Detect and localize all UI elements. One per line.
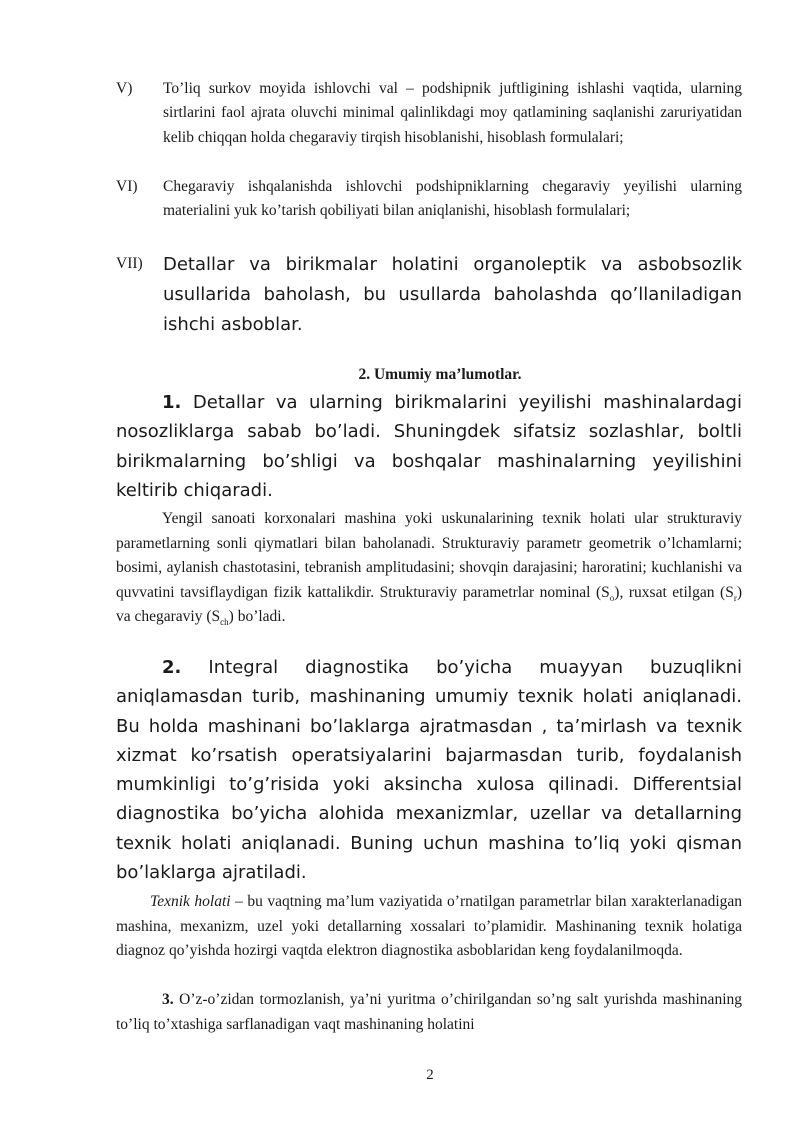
paragraph-text: O’z-o’zidan tormozlanish, ya’ni yuritma o’chirilgandan so’ng salt yurishda mashinaning to’liq to’xtashiga sarflanadigan vaqt mashinaning holatini	[116, 991, 742, 1033]
list-item-text: To’liq surkov moyida ishlovchi val – podshipnik juftligining ishlashi vaqtida, ularning sirtlarini faol ajrata oluvchi minimal qalinlikdagi moy qatlamining saqlanishi zaruriyatidan kelib chiqqan holda chegaraviy tirqish hisoblanishi, hisoblash formulalari;	[163, 80, 742, 146]
paragraph-text: Yengil sanoati korxonalari mashina yoki uskunalarining texnik holati ular strukturaviy parametlarning sonli qiymatlari bilan baholanadi. Strukturaviy parametr geometrik o’lchamlarni; bosimi, aylanish chastotasini, tebranish amplitudasini; shovqin darajasini; haroratini; kuchlanishi va quvvatini tavsiflaydigan fizik kattalikdir. Strukturaviy parametrlar nominal (S	[116, 510, 742, 601]
subscript-allowed: r	[733, 592, 737, 603]
paragraph-text: Integral diagnostika bo’yicha muayyan buzuqlikni aniqlamasdan turib, mashinaning umumiy texnik holati aniqlanadi. Bu holda mashinani bo’laklarga ajratmasdan , ta’mirlash va texnik xizmat ko’rsatish operatsiyalarini bajarmasdan turib, foydalanish mumkinligi to’g’risida yoki aksincha xulosa qilinadi. Differentsial diagnostika bo’yicha alohida mexanizmlar, uzellar va detallarning texnik holati aniqlanadi. Buning uchun mashina to’liq yoki qisman bo’laklarga ajratiladi.	[116, 657, 742, 884]
list-item-v	[116, 77, 742, 150]
paragraph-text-end: ) bo’ladi.	[228, 608, 286, 626]
list-item-vii	[116, 250, 742, 340]
list-marker: VI)	[116, 178, 138, 195]
page-number: 2	[426, 1067, 434, 1083]
paragraph-number: 2.	[162, 657, 182, 678]
paragraph-1	[116, 388, 742, 505]
section-heading: 2. Umumiy ma’lumotlar.	[358, 366, 522, 383]
paragraph-text: Detallar va ularning birikmalarini yeyilishi mashinalardagi nosozliklarga sabab bo’ladi. Shuningdek sifatsiz sozlashlar, boltli birikmalarning bo’shligi va boshqalar mashinalarning yeyilishini keltirib chiqaradi.	[116, 392, 742, 501]
paragraph-text-cont: ) va chegaraviy (S	[116, 583, 742, 626]
paragraph-5	[116, 988, 742, 1037]
paragraph-2	[116, 507, 742, 630]
paragraph-number: 1.	[162, 392, 182, 413]
paragraph-text: – bu vaqtning ma’lum vaziyatida o’rnatilgan parametrlar bilan xarakterlanadigan mashina, mexanizm, uzel yoki detallarning xossalari to’plamidir. Mashinaning texnik holatiga diagnoz qo’yishda hozirgi vaqtda elektron diagnostika asboblaridan keng foydalanilmoqda.	[116, 893, 743, 960]
paragraph-number: 3.	[162, 991, 174, 1008]
list-item-vi	[116, 175, 742, 224]
subscript-limit: ch	[220, 617, 229, 628]
list-marker: V)	[116, 80, 133, 97]
paragraph-4	[116, 890, 742, 964]
list-item-text: Chegaraviy ishqalanishda ishlovchi podshipniklarning chegaraviy yeyilishi ularning materialini yuk ko’tarish qobiliyati bilan aniqlanishi, hisoblash formulalari;	[163, 178, 742, 220]
list-item-text: Detallar va birikmalar holatini organoleptik va asbobsozlik usullarida baholash, bu usullarda baholashda qo’llaniladigan ishchi asboblar.	[163, 254, 742, 335]
subscript-nominal: o	[609, 592, 615, 603]
list-marker: VII)	[116, 255, 143, 272]
paragraph-3	[116, 653, 742, 887]
paragraph-text-cont: ), ruxsat etilgan (S	[614, 583, 734, 601]
term-texnik-holati: Texnik holati	[150, 893, 231, 910]
